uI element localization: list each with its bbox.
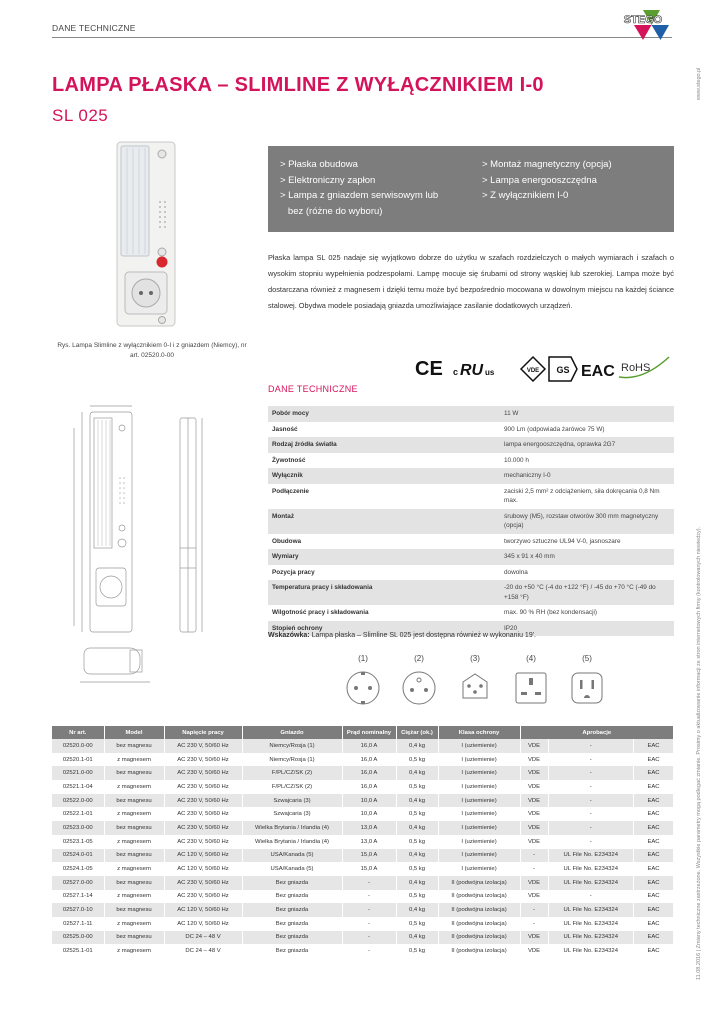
- article-row: [52, 739, 674, 753]
- socket-types: [330, 654, 615, 712]
- article-cell: VDE: [520, 739, 548, 753]
- article-cell: AC 120 V, 50/60 Hz: [164, 849, 242, 863]
- article-cell: 0,5 kg: [396, 835, 438, 849]
- article-cell: -: [342, 944, 396, 958]
- col-header: Nr art.: [52, 726, 104, 739]
- article-cell: I (uziemienie): [438, 794, 520, 808]
- socket-us-icon: [567, 668, 607, 708]
- side-footer: 11.08.2016 | Zmiany techniczne zastrzeżone. Wszystkie parametry mogą podlegać zmianie. Prosimy o aktualizowanie informacji ze stron internetowych firmy (kontrolowanych niewiedzy).: [696, 526, 702, 980]
- article-row: [52, 944, 674, 958]
- article-cell: UL File No. E234324: [548, 944, 634, 958]
- article-cell: EAC: [634, 794, 674, 808]
- article-cell: AC 230 V, 50/60 Hz: [164, 780, 242, 794]
- article-cell: AC 230 V, 50/60 Hz: [164, 821, 242, 835]
- certification-logos: [413, 351, 673, 385]
- svg-text:c: c: [453, 367, 459, 377]
- article-cell: EAC: [634, 835, 674, 849]
- svg-text:VDE: VDE: [526, 368, 540, 374]
- article-cell: Bez gniazda: [242, 931, 342, 945]
- article-cell: EAC: [634, 890, 674, 904]
- article-cell: bez magnesu: [104, 931, 164, 945]
- page-subtitle: SL 025: [52, 106, 109, 125]
- header-divider: [52, 37, 672, 38]
- article-cell: Bez gniazda: [242, 944, 342, 958]
- article-row: [52, 794, 674, 808]
- article-cell: -: [548, 835, 634, 849]
- article-cell: VDE: [520, 794, 548, 808]
- article-cell: 02521.0-00: [52, 766, 104, 780]
- col-header: Ciężar (ok.): [396, 726, 438, 739]
- article-cell: EAC: [634, 931, 674, 945]
- article-cell: 0,4 kg: [396, 766, 438, 780]
- socket-ch-icon: [455, 668, 495, 708]
- socket-fr-icon: [399, 668, 439, 708]
- spec-row: Stopień ochrony IP20: [268, 621, 674, 637]
- article-cell: AC 230 V, 50/60 Hz: [164, 807, 242, 821]
- article-cell: Wielka Brytania / Irlandia (4): [242, 821, 342, 835]
- article-cell: 0,4 kg: [396, 931, 438, 945]
- article-cell: z magnesem: [104, 917, 164, 931]
- article-cell: -: [342, 876, 396, 890]
- article-cell: z magnesem: [104, 807, 164, 821]
- article-cell: z magnesem: [104, 944, 164, 958]
- article-cell: II (podwójna izolacja): [438, 944, 520, 958]
- article-cell: I (uziemienie): [438, 780, 520, 794]
- article-cell: Bez gniazda: [242, 903, 342, 917]
- article-cell: DC 24 – 48 V: [164, 944, 242, 958]
- article-cell: II (podwójna izolacja): [438, 876, 520, 890]
- article-cell: 02523.0-00: [52, 821, 104, 835]
- article-cell: 0,4 kg: [396, 794, 438, 808]
- feature-item: > Lampa energooszczędna: [482, 174, 597, 186]
- article-cell: 0,5 kg: [396, 780, 438, 794]
- gs-mark: [549, 357, 577, 381]
- article-cell: AC 230 V, 50/60 Hz: [164, 835, 242, 849]
- socket-de-icon: [343, 668, 383, 708]
- article-cell: 0,5 kg: [396, 890, 438, 904]
- svg-text:RU: RU: [460, 362, 484, 379]
- article-cell: F/PL/CZ/SK (2): [242, 780, 342, 794]
- article-cell: -: [520, 903, 548, 917]
- article-cell: AC 230 V, 50/60 Hz: [164, 890, 242, 904]
- article-cell: VDE: [520, 780, 548, 794]
- article-cell: 15,0 A: [342, 849, 396, 863]
- section-label: DANE TECHNICZNE: [52, 23, 136, 33]
- article-cell: 0,5 kg: [396, 917, 438, 931]
- article-cell: AC 230 V, 50/60 Hz: [164, 766, 242, 780]
- article-table-header: [52, 726, 674, 739]
- stego-logo: [612, 8, 674, 42]
- article-cell: II (podwójna izolacja): [438, 917, 520, 931]
- article-cell: UL File No. E234324: [548, 862, 634, 876]
- feature-list-right: [482, 157, 667, 204]
- article-cell: -: [548, 807, 634, 821]
- article-row: [52, 849, 674, 863]
- article-cell: VDE: [520, 876, 548, 890]
- article-cell: Szwajcaria (3): [242, 807, 342, 821]
- article-cell: 10,0 A: [342, 807, 396, 821]
- article-cell: VDE: [520, 821, 548, 835]
- article-cell: I (uziemienie): [438, 753, 520, 767]
- article-cell: II (podwójna izolacja): [438, 903, 520, 917]
- spec-row: Rodzaj źródła światła lampa energooszczędna, oprawka 2G7: [268, 437, 674, 453]
- article-row: [52, 903, 674, 917]
- article-cell: 0,4 kg: [396, 821, 438, 835]
- socket-uk-icon: [511, 668, 551, 708]
- spec-row: Pobór mocy 11 W: [268, 406, 674, 422]
- spec-row: Pozycja pracy dowolna: [268, 565, 674, 581]
- article-cell: VDE: [520, 931, 548, 945]
- article-cell: Niemcy/Rosja (1): [242, 753, 342, 767]
- svg-text:RoHS: RoHS: [621, 362, 651, 374]
- article-cell: Bez gniazda: [242, 917, 342, 931]
- article-cell: AC 120 V, 50/60 Hz: [164, 917, 242, 931]
- article-cell: I (uziemienie): [438, 849, 520, 863]
- feature-item: > Lampa z gniazdem serwisowym lub: [280, 190, 439, 201]
- socket-type-4: (4): [506, 654, 556, 713]
- article-cell: 16,0 A: [342, 766, 396, 780]
- vde-mark: [521, 357, 545, 381]
- article-cell: -: [548, 821, 634, 835]
- article-cell: AC 120 V, 50/60 Hz: [164, 903, 242, 917]
- article-cell: VDE: [520, 807, 548, 821]
- spec-row: Montaż śrubowy (M5), rozstaw otworów 300 mm magnetyczny (opcja): [268, 509, 674, 534]
- article-cell: EAC: [634, 753, 674, 767]
- article-cell: bez magnesu: [104, 821, 164, 835]
- article-cell: EAC: [634, 739, 674, 753]
- article-cell: I (uziemienie): [438, 835, 520, 849]
- culus-mark: [453, 362, 495, 383]
- dimension-drawing: [60, 398, 260, 688]
- article-cell: -: [548, 780, 634, 794]
- article-cell: VDE: [520, 944, 548, 958]
- spec-row: Wymiary 345 x 91 x 40 mm: [268, 549, 674, 565]
- article-cell: Szwajcaria (3): [242, 794, 342, 808]
- article-cell: Niemcy/Rosja (1): [242, 739, 342, 753]
- tech-section-title: DANE TECHNICZNE: [268, 384, 358, 394]
- article-cell: 02525.0-00: [52, 931, 104, 945]
- article-cell: EAC: [634, 862, 674, 876]
- article-cell: VDE: [520, 835, 548, 849]
- article-cell: 02527.0-10: [52, 903, 104, 917]
- article-cell: bez magnesu: [104, 794, 164, 808]
- article-cell: Wielka Brytania / Irlandia (4): [242, 835, 342, 849]
- spec-row: Jasność 900 Lm (odpowiada żarówce 75 W): [268, 422, 674, 438]
- article-cell: EAC: [634, 807, 674, 821]
- article-cell: USA/Kanada (5): [242, 862, 342, 876]
- note-text: Lampa płaska – Slimline SL 025 jest dostępna również w wykonaniu 19'.: [309, 632, 536, 639]
- article-cell: EAC: [634, 903, 674, 917]
- spec-row: Wilgotność pracy i składowania max. 90 % RH (bez kondensacji): [268, 605, 674, 621]
- col-header: Prąd nominalny: [342, 726, 396, 739]
- feature-item: > Z wyłącznikiem I-0: [482, 190, 569, 201]
- article-cell: VDE: [520, 753, 548, 767]
- article-cell: z magnesem: [104, 780, 164, 794]
- spec-row: Wyłącznik mechaniczny I-0: [268, 468, 674, 484]
- article-cell: 02524.0-01: [52, 849, 104, 863]
- article-table: [52, 726, 674, 958]
- article-cell: bez magnesu: [104, 849, 164, 863]
- article-cell: 16,0 A: [342, 753, 396, 767]
- feature-list-left: [280, 157, 475, 219]
- article-cell: z magnesem: [104, 835, 164, 849]
- socket-type-1: (1): [338, 654, 388, 713]
- feature-item: > Płaska obudowa: [280, 159, 358, 170]
- article-cell: II (podwójna izolacja): [438, 931, 520, 945]
- article-cell: 0,5 kg: [396, 944, 438, 958]
- article-cell: EAC: [634, 944, 674, 958]
- article-cell: 16,0 A: [342, 780, 396, 794]
- article-cell: z magnesem: [104, 753, 164, 767]
- article-cell: -: [342, 931, 396, 945]
- article-cell: 02523.1-05: [52, 835, 104, 849]
- article-cell: 02521.1-04: [52, 780, 104, 794]
- socket-type-2: (2): [394, 654, 444, 713]
- article-cell: UL File No. E234324: [548, 849, 634, 863]
- col-header: Napięcie pracy: [164, 726, 242, 739]
- article-cell: -: [520, 917, 548, 931]
- article-cell: AC 230 V, 50/60 Hz: [164, 876, 242, 890]
- photo-caption: Rys. Lampa Slimline z wyłącznikiem 0-I i z gniazdem (Niemcy), nr art. 02520.0-00: [57, 342, 247, 359]
- article-cell: DC 24 – 48 V: [164, 931, 242, 945]
- article-cell: EAC: [634, 780, 674, 794]
- article-cell: UL File No. E234324: [548, 903, 634, 917]
- product-description: Płaska lampa SL 025 nadaje się wyjątkowo dobrze do użytku w szafach rozdzielczych o małych wymiarach i szafach o wysokim stopniu wypełnienia podzespołami. Lampę mocuje się śrubami od strony wąskiej lub szerokiej. Lampa może być dostarczana również z magnesem i dzięki temu może być bezpośrednio mocowana w dowolnym miejscu na każdej ściance stalowej. Obydwa modele posiadają gniazda umożliwiające zasilanie dodatkowych urządzeń.: [268, 253, 674, 310]
- article-cell: -: [548, 766, 634, 780]
- article-cell: 02522.0-00: [52, 794, 104, 808]
- article-cell: F/PL/CZ/SK (2): [242, 766, 342, 780]
- article-cell: 0,4 kg: [396, 876, 438, 890]
- socket-type-5: (5): [562, 654, 612, 713]
- article-cell: z magnesem: [104, 890, 164, 904]
- socket-type-3: (3): [450, 654, 500, 713]
- article-row: [52, 917, 674, 931]
- article-cell: bez magnesu: [104, 739, 164, 753]
- article-cell: 02527.1-11: [52, 917, 104, 931]
- article-cell: 0,5 kg: [396, 753, 438, 767]
- article-cell: 0,4 kg: [396, 903, 438, 917]
- article-row: [52, 766, 674, 780]
- page-title: LAMPA PŁASKA – SLIMLINE Z WYŁĄCZNIKIEM I-0: [52, 74, 544, 96]
- article-cell: -: [342, 890, 396, 904]
- article-cell: EAC: [634, 821, 674, 835]
- article-cell: z magnesem: [104, 862, 164, 876]
- article-row: [52, 780, 674, 794]
- col-header: Gniazdo: [242, 726, 342, 739]
- tech-specs-table: [268, 406, 674, 636]
- article-row: [52, 835, 674, 849]
- article-cell: -: [520, 862, 548, 876]
- article-cell: EAC: [634, 876, 674, 890]
- article-cell: AC 230 V, 50/60 Hz: [164, 739, 242, 753]
- article-cell: II (podwójna izolacja): [438, 890, 520, 904]
- article-cell: Bez gniazda: [242, 876, 342, 890]
- article-row: [52, 876, 674, 890]
- article-cell: bez magnesu: [104, 766, 164, 780]
- article-cell: UL File No. E234324: [548, 931, 634, 945]
- article-cell: bez magnesu: [104, 903, 164, 917]
- article-cell: 0,5 kg: [396, 862, 438, 876]
- article-cell: 0,4 kg: [396, 739, 438, 753]
- article-cell: I (uziemienie): [438, 862, 520, 876]
- article-cell: VDE: [520, 766, 548, 780]
- article-cell: 02527.0-00: [52, 876, 104, 890]
- article-cell: I (uziemienie): [438, 807, 520, 821]
- article-cell: I (uziemienie): [438, 739, 520, 753]
- article-cell: 15,0 A: [342, 862, 396, 876]
- article-cell: -: [520, 849, 548, 863]
- article-cell: AC 120 V, 50/60 Hz: [164, 862, 242, 876]
- article-cell: USA/Kanada (5): [242, 849, 342, 863]
- article-cell: EAC: [634, 766, 674, 780]
- article-cell: EAC: [634, 917, 674, 931]
- article-cell: AC 230 V, 50/60 Hz: [164, 753, 242, 767]
- feature-item: > Montaż magnetyczny (opcja): [482, 159, 612, 170]
- article-cell: 0,4 kg: [396, 849, 438, 863]
- article-cell: -: [548, 794, 634, 808]
- article-cell: 10,0 A: [342, 794, 396, 808]
- article-cell: UL File No. E234324: [548, 917, 634, 931]
- note-label: Wskazówka:: [268, 632, 310, 639]
- col-header: Aprobacje: [520, 726, 674, 739]
- article-cell: 02524.1-05: [52, 862, 104, 876]
- article-cell: -: [548, 890, 634, 904]
- ce-mark: CE: [415, 358, 443, 380]
- article-cell: I (uziemienie): [438, 766, 520, 780]
- article-row: [52, 753, 674, 767]
- article-cell: I (uziemienie): [438, 821, 520, 835]
- svg-text:us: us: [485, 368, 495, 377]
- spec-row: Żywotność 10.000 h: [268, 453, 674, 469]
- article-cell: -: [548, 739, 634, 753]
- article-cell: 02527.1-14: [52, 890, 104, 904]
- lamp-photo: [115, 140, 177, 328]
- article-row: [52, 862, 674, 876]
- article-cell: 16,0 A: [342, 739, 396, 753]
- brand-text: STEGO: [623, 14, 663, 26]
- article-row: [52, 821, 674, 835]
- article-cell: -: [548, 753, 634, 767]
- article-cell: AC 230 V, 50/60 Hz: [164, 794, 242, 808]
- article-cell: bez magnesu: [104, 876, 164, 890]
- article-cell: EAC: [634, 849, 674, 863]
- feature-item: bez (różne do wyboru): [280, 205, 383, 217]
- spec-row: Podłączenie zaciski 2,5 mm² z odciążeniem, siła dokręcania 0,8 Nm max.: [268, 484, 674, 509]
- feature-box: [268, 146, 674, 232]
- article-cell: Bez gniazda: [242, 890, 342, 904]
- article-cell: 13,0 A: [342, 821, 396, 835]
- article-row: [52, 807, 674, 821]
- col-header: Model: [104, 726, 164, 739]
- note: [268, 632, 536, 639]
- eac-mark: EAC: [581, 363, 615, 380]
- article-cell: 02520.0-00: [52, 739, 104, 753]
- article-row: [52, 931, 674, 945]
- article-cell: VDE: [520, 890, 548, 904]
- article-cell: 0,5 kg: [396, 807, 438, 821]
- article-cell: -: [342, 903, 396, 917]
- rohs-mark: [619, 357, 669, 378]
- svg-text:GS: GS: [556, 365, 570, 375]
- article-cell: 02522.1-01: [52, 807, 104, 821]
- side-url: www.stego.pl: [696, 67, 702, 100]
- article-row: [52, 890, 674, 904]
- spec-row: Obudowa tworzywo sztuczne UL94 V-0, jasnoszare: [268, 534, 674, 550]
- article-cell: UL File No. E234324: [548, 876, 634, 890]
- article-cell: 02520.1-01: [52, 753, 104, 767]
- article-cell: -: [342, 917, 396, 931]
- feature-item: > Elektroniczny zapłon: [280, 174, 376, 186]
- article-cell: 13,0 A: [342, 835, 396, 849]
- col-header: Klasa ochrony: [438, 726, 520, 739]
- spec-row: Temperatura pracy i składowania -20 do +50 °C (-4 do +122 °F) / -45 do +70 °C (-49 do +158 °F): [268, 580, 674, 605]
- article-cell: 02525.1-01: [52, 944, 104, 958]
